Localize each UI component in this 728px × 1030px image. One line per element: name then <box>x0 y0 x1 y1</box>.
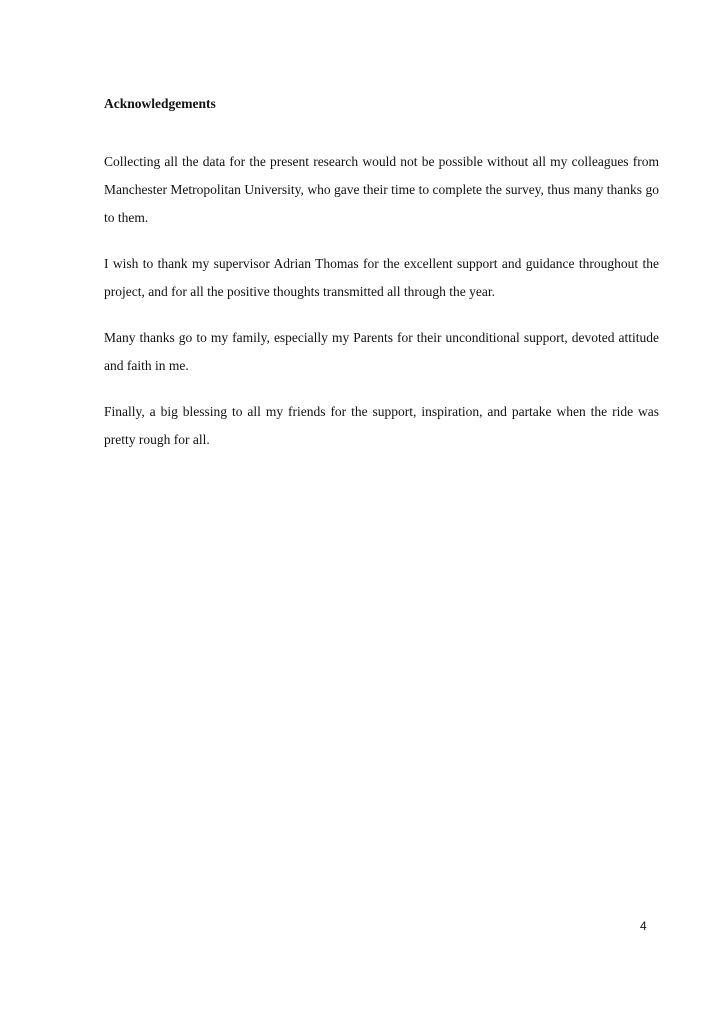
paragraph-friends: Finally, a big blessing to all my friends for the support, inspiration, and partake when the ride was pretty rough for all. <box>104 404 659 447</box>
paragraph-family: Many thanks go to my family, especially my Parents for their unconditional support, devoted attitude and faith in me. <box>104 330 659 373</box>
acknowledgements-body <box>104 148 659 472</box>
paragraph-supervisor: I wish to thank my supervisor Adrian Thomas for the excellent support and guidance throughout the project, and for all the positive thoughts transmitted all through the year. <box>104 256 659 299</box>
page-number: 4 <box>640 919 647 933</box>
page-heading: Acknowledgements <box>104 96 216 111</box>
paragraph-colleagues: Collecting all the data for the present research would not be possible without all my colleagues from Manchester Metropolitan University, who gave their time to complete the survey, thus many thanks go to them. <box>104 154 659 225</box>
